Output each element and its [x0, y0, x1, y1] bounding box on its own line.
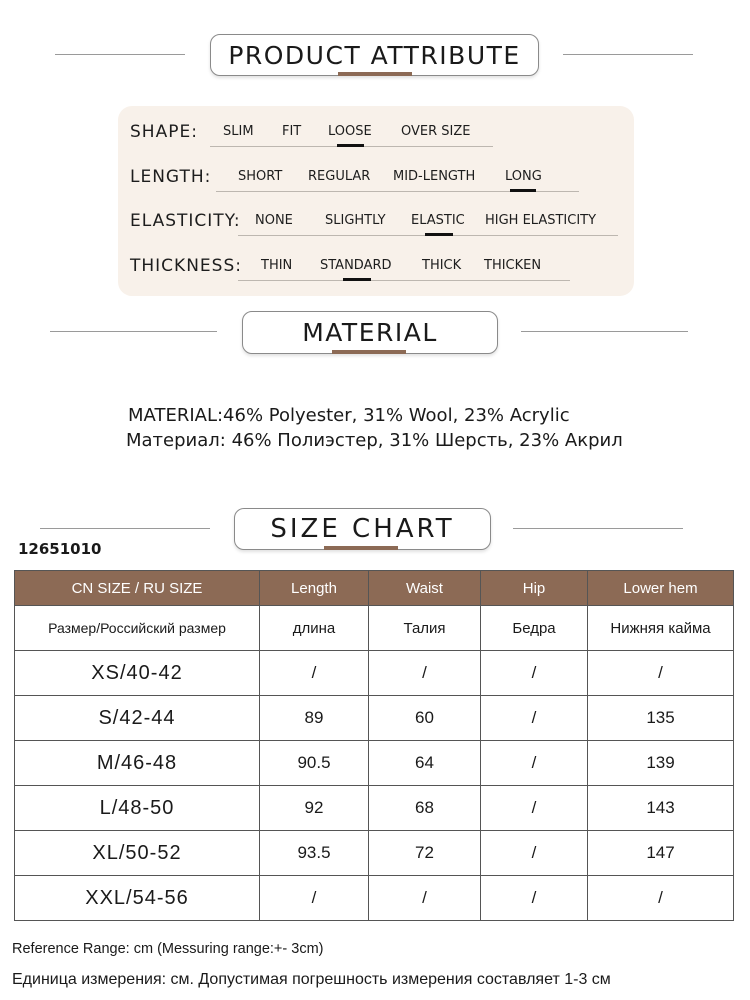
table-row [15, 696, 734, 741]
title-accent-bar [338, 72, 412, 76]
attribute-option: MID-LENGTH [393, 169, 476, 184]
attribute-option: SLIM [223, 124, 254, 139]
attribute-option: THICK [422, 258, 462, 273]
size-table [14, 570, 734, 921]
table-cell: 147 [588, 831, 734, 876]
product-code: 12651010 [18, 540, 102, 558]
table-cell: 68 [369, 786, 481, 831]
attribute-label: LENGTH: [130, 167, 212, 187]
attribute-option: OVER SIZE [401, 124, 471, 139]
table-cell: / [369, 876, 481, 921]
material-english: MATERIAL:46% Polyester, 31% Wool, 23% Acrylic [128, 405, 570, 426]
attribute-option: SLIGHTLY [325, 213, 386, 228]
attribute-option: REGULAR [308, 169, 371, 184]
size-cell: XXL/54-56 [15, 876, 260, 921]
subheader-cell: Нижняя кайма [588, 606, 734, 651]
table-cell: 139 [588, 741, 734, 786]
attribute-option: FIT [282, 124, 302, 139]
size-cell: M/46-48 [15, 741, 260, 786]
table-cell: 92 [260, 786, 369, 831]
attribute-option: NONE [255, 213, 293, 228]
table-subheader-row [15, 606, 734, 651]
divider-right [563, 54, 693, 55]
table-cell: 135 [588, 696, 734, 741]
table-row [15, 831, 734, 876]
section-title-text: MATERIAL [302, 318, 438, 347]
reference-note-russian: Единица измерения: см. Допустимая погрешность измерения составляет 1-3 см [12, 971, 611, 988]
material-russian: Материал: 46% Полиэстер, 31% Шерсть, 23% Акрил [126, 430, 623, 451]
subheader-cell: Бедра [481, 606, 588, 651]
selected-underline [337, 144, 364, 147]
attribute-option: HIGH ELASTICITY [485, 213, 597, 228]
table-cell: 60 [369, 696, 481, 741]
table-cell: 89 [260, 696, 369, 741]
divider-left [55, 54, 185, 55]
table-cell: / [260, 651, 369, 696]
divider-right [521, 331, 688, 332]
attribute-panel [118, 106, 634, 296]
subheader-cell: длина [260, 606, 369, 651]
attribute-line [238, 280, 570, 281]
section-title-text: PRODUCT ATTRIBUTE [228, 40, 521, 70]
table-cell: / [481, 831, 588, 876]
selected-underline [343, 278, 371, 281]
table-cell: / [481, 741, 588, 786]
divider-left [50, 331, 217, 332]
attribute-option: SHORT [238, 169, 283, 184]
table-cell: 143 [588, 786, 734, 831]
header-cell: CN SIZE / RU SIZE [15, 571, 260, 606]
attribute-row-length [118, 165, 634, 195]
subheader-cell: Талия [369, 606, 481, 651]
table-cell: 72 [369, 831, 481, 876]
header-cell: Waist [369, 571, 481, 606]
divider-left [40, 528, 210, 529]
section-title-product-attribute [210, 34, 539, 76]
selected-underline [425, 233, 453, 236]
table-cell: / [481, 876, 588, 921]
reference-note-english: Reference Range: cm (Messuring range:+- 3cm) [12, 941, 324, 957]
attribute-option-selected: STANDARD [320, 258, 392, 273]
subheader-cell: Размер/Российский размер [15, 606, 260, 651]
attribute-label: SHAPE: [130, 122, 198, 142]
table-cell: 64 [369, 741, 481, 786]
section-title-material [242, 311, 498, 354]
title-accent-bar [332, 350, 406, 354]
table-row [15, 651, 734, 696]
table-header-row [15, 571, 734, 606]
table-row [15, 786, 734, 831]
attribute-row-shape [118, 120, 634, 150]
section-title-size-chart [234, 508, 491, 550]
table-cell: / [260, 876, 369, 921]
size-cell: L/48-50 [15, 786, 260, 831]
table-row [15, 741, 734, 786]
header-cell: Lower hem [588, 571, 734, 606]
table-row [15, 876, 734, 921]
table-cell: 90.5 [260, 741, 369, 786]
header-cell: Length [260, 571, 369, 606]
table-cell: / [588, 876, 734, 921]
attribute-option-selected: LONG [505, 169, 542, 184]
attribute-label: ELASTICITY: [130, 211, 241, 231]
attribute-option-selected: ELASTIC [411, 213, 465, 228]
table-cell: / [588, 651, 734, 696]
table-cell: / [481, 786, 588, 831]
attribute-row-thickness [118, 254, 634, 284]
attribute-row-elasticity [118, 209, 634, 239]
table-cell: 93.5 [260, 831, 369, 876]
table-cell: / [481, 696, 588, 741]
size-cell: XL/50-52 [15, 831, 260, 876]
title-accent-bar [324, 546, 398, 550]
attribute-option-selected: LOOSE [328, 124, 372, 139]
table-cell: / [481, 651, 588, 696]
attribute-option: THIN [261, 258, 293, 273]
header-cell: Hip [481, 571, 588, 606]
attribute-label: THICKNESS: [130, 256, 242, 276]
selected-underline [510, 189, 536, 192]
section-title-text: SIZE CHART [270, 514, 455, 544]
table-cell: / [369, 651, 481, 696]
attribute-option: THICKEN [484, 258, 542, 273]
size-cell: XS/40-42 [15, 651, 260, 696]
divider-right [513, 528, 683, 529]
size-cell: S/42-44 [15, 696, 260, 741]
